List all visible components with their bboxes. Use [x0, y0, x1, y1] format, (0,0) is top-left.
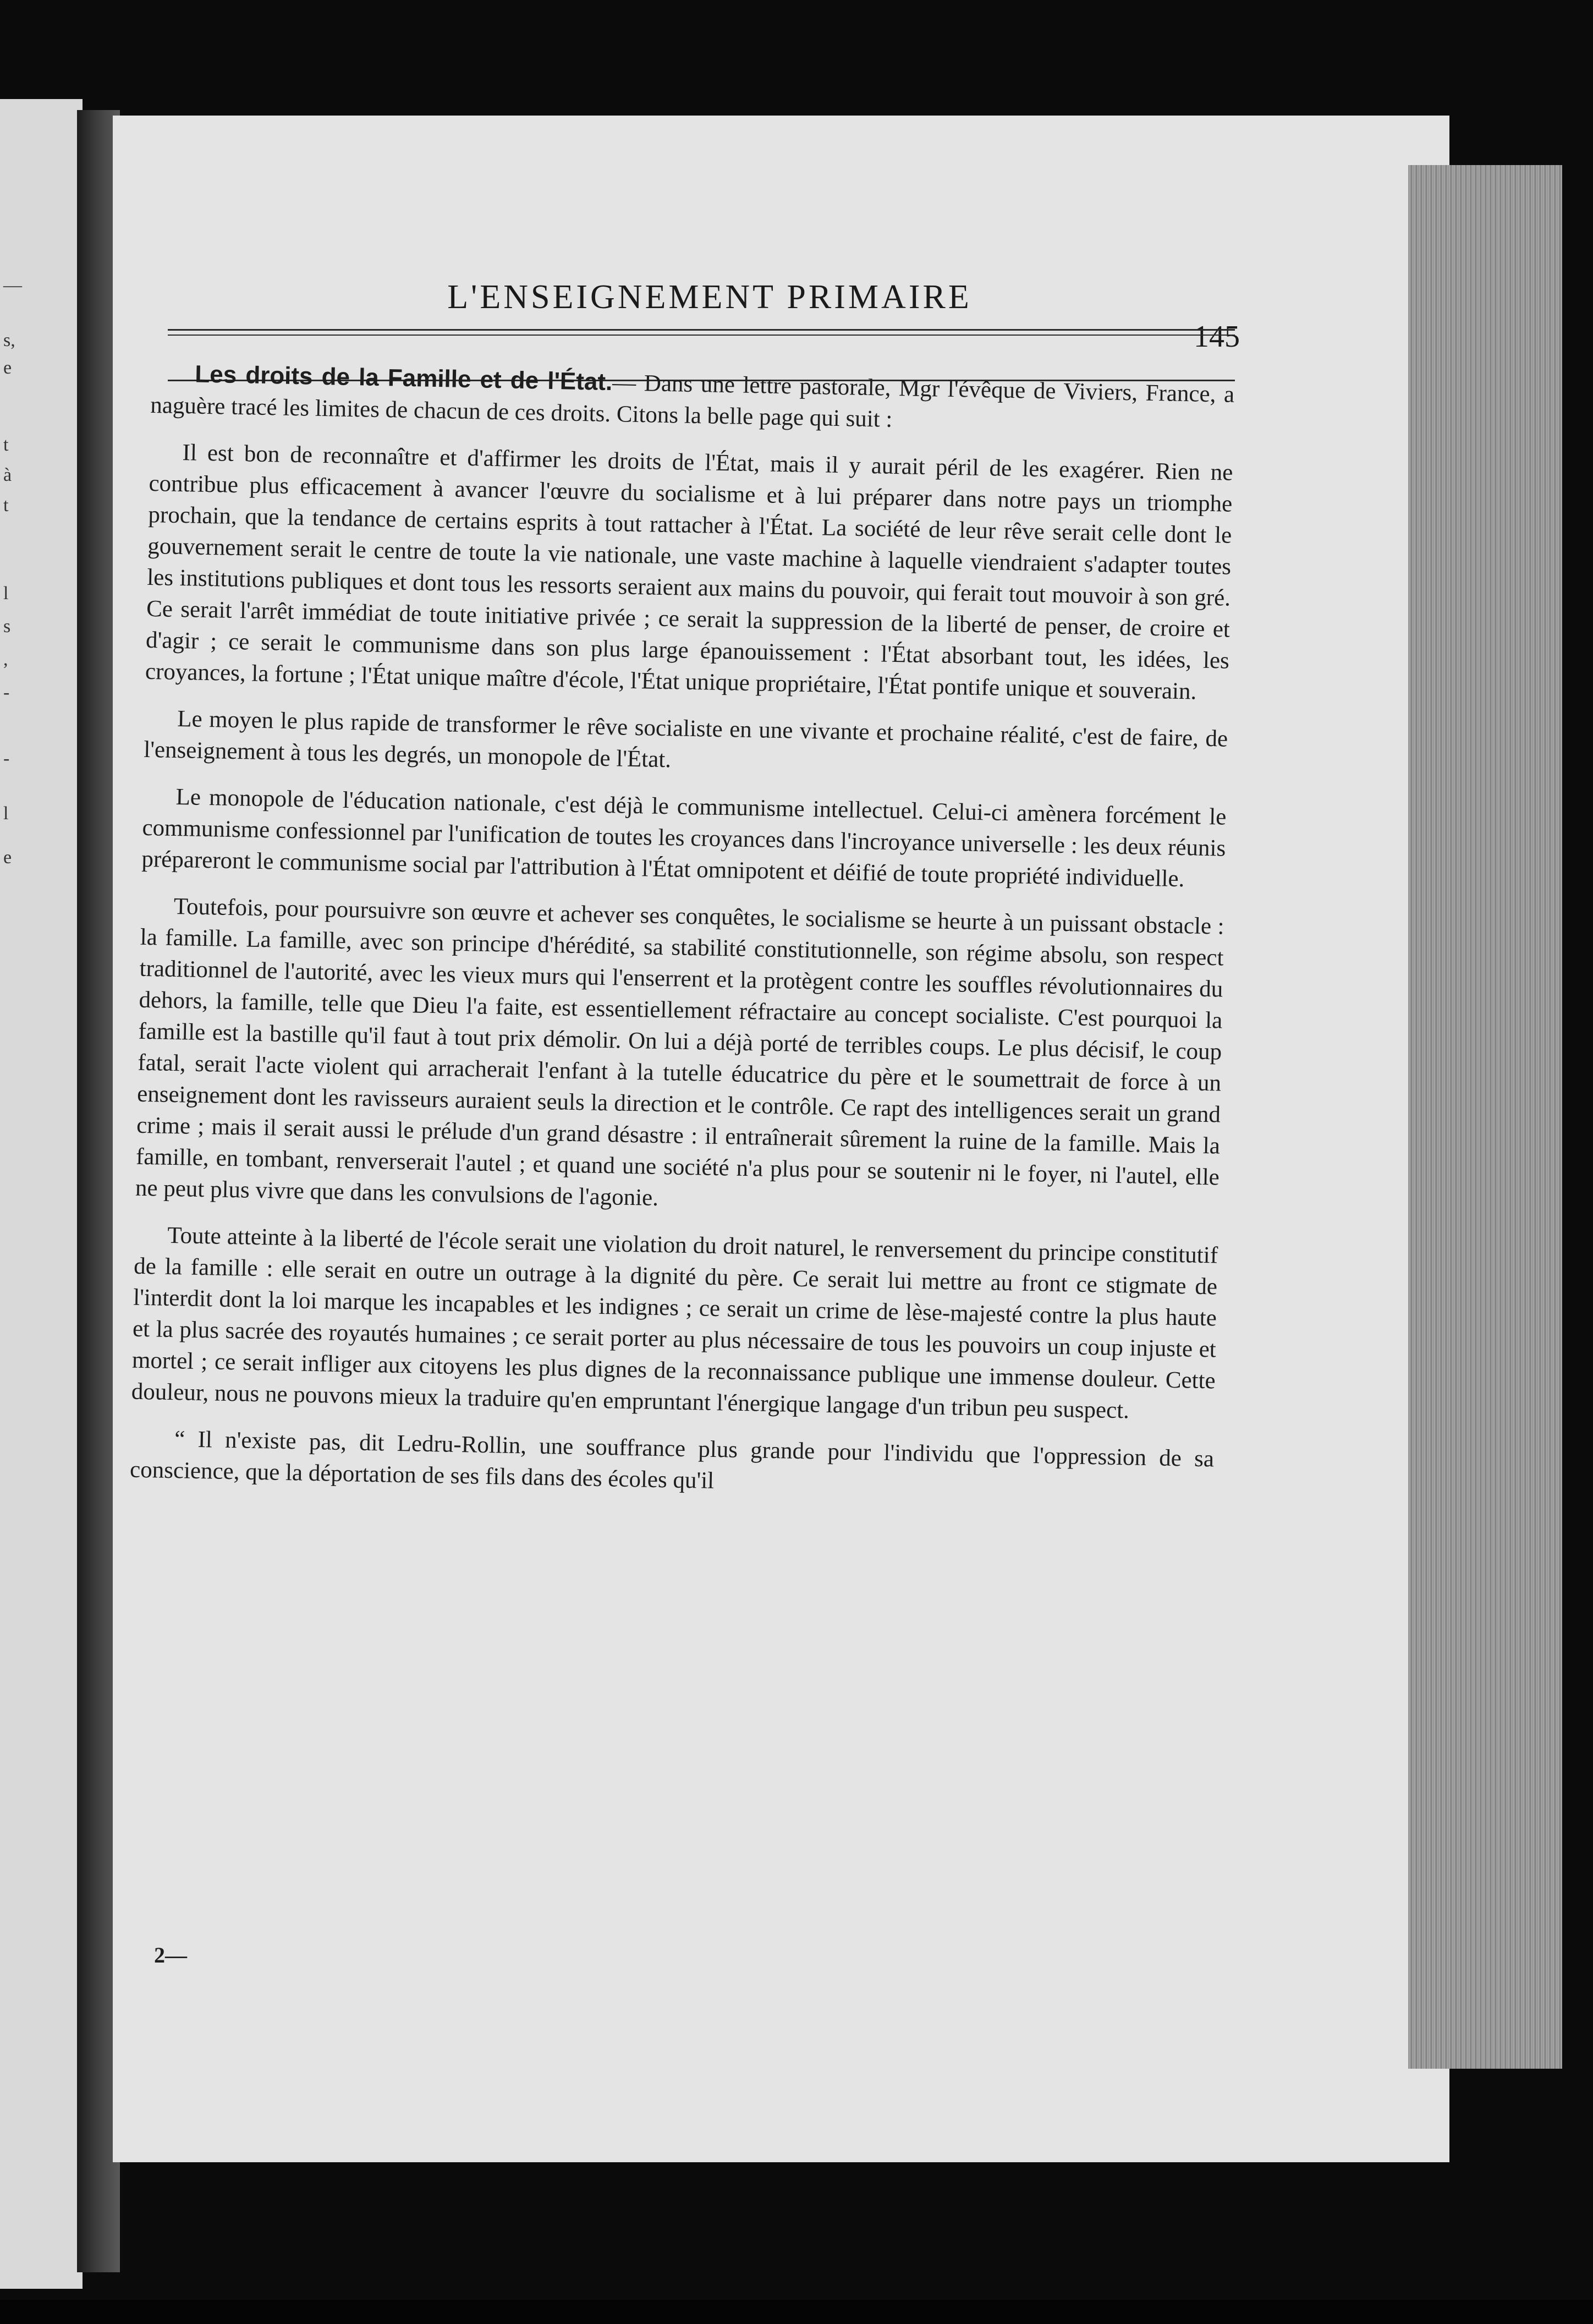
- left-page-fragment: l: [3, 583, 9, 604]
- section-intro-text: — Dans une lettre pastorale, Mgr l'évêque de Viviers, France, a naguère tracé les limites de chacun de ces droits. Citons la belle page qui suit :: [150, 370, 1235, 432]
- paragraph: Toute atteinte à la liberté de l'école serait une violation du droit naturel, le renversement du principe constitutif de la famille : elle serait en outre un outrage à la dignité du père. Ce serait lui mettre au front ce stigmate de l'interdit dont la loi marque les incapables et les indignes ; ce serait un crime de lèse-majesté contre la plus haute et la plus sacrée des royautés humaines ; ce serait porter au plus nécessaire de tous les pouvoirs un coup injuste et mortel ; ce serait infliger aux citoyens les plus dignes de la reconnaissance publique une immense douleur. Cette douleur, nous ne pouvons mieux la traduire qu'en empruntant l'énergique langage d'un tribun peu suspect.: [131, 1222, 1218, 1424]
- scan-border: [0, 2300, 1593, 2324]
- quotation-paragraph: “ Il n'existe pas, dit Ledru-Rollin, une souffrance plus grande pour l'individu que l'oppression de sa conscience, que la déportation de ses fils dans des écoles qu'il: [129, 1426, 1215, 1494]
- left-page-fragment: à: [3, 465, 12, 485]
- page-edges: [1408, 165, 1562, 2069]
- left-page-fragment: s: [3, 616, 11, 637]
- header-rule-thin: [168, 335, 1235, 336]
- header-rule: [168, 329, 1235, 331]
- paragraph: Le monopole de l'éducation nationale, c'est déjà le communisme intellectuel. Celui-ci amènera forcément le communisme confessionnel par l'unification de toutes les croyances dans l'incroyance universelle : les deux réunis prépareront le communisme social par l'attribution à l'État omnipotent et déifié de toute propriété individuelle.: [141, 784, 1227, 892]
- left-page-fragment: l: [3, 803, 9, 824]
- left-page-fragment: e: [3, 358, 12, 378]
- left-page-fragment: -: [3, 682, 10, 703]
- paragraph: Toutefois, pour poursuivre son œuvre et achever ses conquêtes, le socialisme se heurte à un puissant obstacle : la famille. La famille, avec son principe d'hérédité, sa stabilité constitutionnelle, son régime absolu, son respect traditionnel de l'autorité, avec les vieux murs qui l'enserrent et la protègent contre les souffles révolutionnaires du dehors, la famille, telle que Dieu l'a faite, est essentiellement réfractaire au concept socialiste. C'est pourquoi la famille est la bastille qu'il faut à tout prix démolir. On lui a déjà porté de terribles coups. Le plus décisif, le coup fatal, serait l'acte violent qui arracherait l'enfant à la tutelle éducatrice du père et le soumettrait de force à un enseignement dont les ravisseurs auraient seuls la direction et le contrôle. Ce rapt des intelligences serait un grand crime ; mais il serait aussi le prélude d'un grand désastre : il entraînerait sûrement la ruine de la famille. Mais la famille, en tombant, renverserait l'autel ; et quand une société n'a plus pour se soutenir ni le foyer, ni l'autel, elle ne peut plus vivre que dans les convulsions de l'agonie.: [135, 893, 1224, 1211]
- left-page-fragment: t: [3, 495, 9, 516]
- left-page-fragment: e: [3, 847, 12, 868]
- left-page-fragment: -: [3, 748, 10, 769]
- left-page-edge: [0, 99, 83, 2289]
- left-page-fragment: ,: [3, 649, 8, 670]
- left-page-fragment: t: [3, 435, 9, 455]
- body-text: [129, 358, 1235, 1521]
- left-page-fragment: s,: [3, 330, 15, 350]
- left-page-fragment: —: [3, 275, 22, 295]
- section-heading: Les droits de la Famille et de l'État.: [194, 360, 613, 396]
- signature-mark: 2—: [154, 1943, 187, 1967]
- running-head: L'ENSEIGNEMENT PRIMAIRE: [447, 278, 972, 316]
- paragraph: Il est bon de reconnaître et d'affirmer les droits de l'État, mais il y aurait péril de les exagérer. Rien ne contribue plus efficacement à avancer l'œuvre du socialisme et à lui préparer dans notre pays un triomphe prochain, que la tendance de certains esprits à tout rattacher à l'État. La société de leur rêve serait celle dont le gouvernement serait le centre de toute la vie nationale, une vaste machine à laquelle viendraient s'adapter toutes les institutions publiques et dont tous les ressorts seraient aux mains du pouvoir, qui ferait tout mouvoir à son gré. Ce serait l'arrêt immédiat de toute initiative privée ; ce serait la suppression de la liberté de penser, de croire et d'agir ; ce serait le communisme dans son plus large épanouissement : l'État absorbant tout, les idées, les croyances, la fortune ; l'État unique maître d'école, l'État unique propriétaire, l'État pontife unique et souverain.: [145, 440, 1233, 705]
- page-number: 145: [1194, 320, 1240, 354]
- paragraph: Le moyen le plus rapide de transformer le rêve socialiste en une vivante et prochaine réalité, c'est de faire, de l'enseignement à tous les degrés, un monopole de l'État.: [143, 706, 1228, 773]
